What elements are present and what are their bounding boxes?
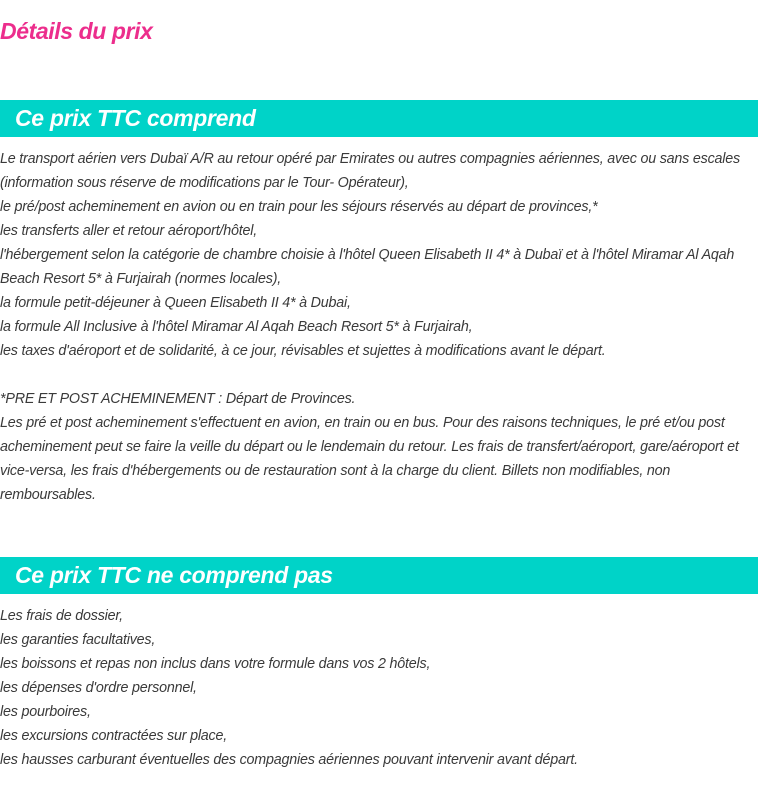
excluded-item: Les frais de dossier, xyxy=(0,608,123,624)
included-item: les transferts aller et retour aéroport/hôtel, xyxy=(0,223,258,239)
excluded-item: les hausses carburant éventuelles des compagnies aériennes pouvant intervenir avant départ. xyxy=(0,752,578,768)
excluded-item: les boissons et repas non inclus dans votre formule dans vos 2 hôtels, xyxy=(0,656,431,672)
included-item: les taxes d'aéroport et de solidarité, à ce jour, révisables et sujettes à modifications avant le départ. xyxy=(0,343,606,359)
included-item: le pré/post acheminement en avion ou en train pour les séjours réservés au départ de provinces,* xyxy=(0,199,598,215)
included-item: Le transport aérien vers Dubaï A/R au retour opéré par Emirates ou autres compagnies aériennes, avec ou sans escales (information sous réserve de modifications par le Tour- Opérateur), xyxy=(0,151,740,191)
page-title: Détails du prix xyxy=(0,18,153,44)
excluded-item: les excursions contractées sur place, xyxy=(0,728,228,744)
excluded-item: les garanties facultatives, xyxy=(0,632,156,648)
spacer xyxy=(0,363,758,387)
excluded-section-heading: Ce prix TTC ne comprend pas xyxy=(0,557,758,594)
included-section-body xyxy=(0,147,758,507)
excluded-item: les pourboires, xyxy=(0,704,91,720)
included-section-heading: Ce prix TTC comprend xyxy=(0,100,758,137)
acheminement-note-title: *PRE ET POST ACHEMINEMENT : Départ de Provinces. xyxy=(0,391,356,407)
included-item: l'hébergement selon la catégorie de chambre choisie à l'hôtel Queen Elisabeth II 4* à Dubaï et à l'hôtel Miramar Al Aqah Beach Resort 5* à Furjairah (normes locales), xyxy=(0,247,735,287)
included-item: la formule All Inclusive à l'hôtel Miramar Al Aqah Beach Resort 5* à Furjairah, xyxy=(0,319,473,335)
excluded-section-body xyxy=(0,604,758,772)
acheminement-note-text: Les pré et post acheminement s'effectuent en avion, en train ou en bus. Pour des raisons techniques, le pré et/ou post acheminement peut se faire la veille du départ ou le lendemain du retour. Les frais de transfert/aéroport, gare/aéroport et vice-versa, les frais d'hébergements ou de restauration sont à la charge du client. Billets non modifiables, non remboursables. xyxy=(0,415,739,503)
excluded-item: les dépenses d'ordre personnel, xyxy=(0,680,197,696)
included-item: la formule petit-déjeuner à Queen Elisabeth II 4* à Dubai, xyxy=(0,295,351,311)
